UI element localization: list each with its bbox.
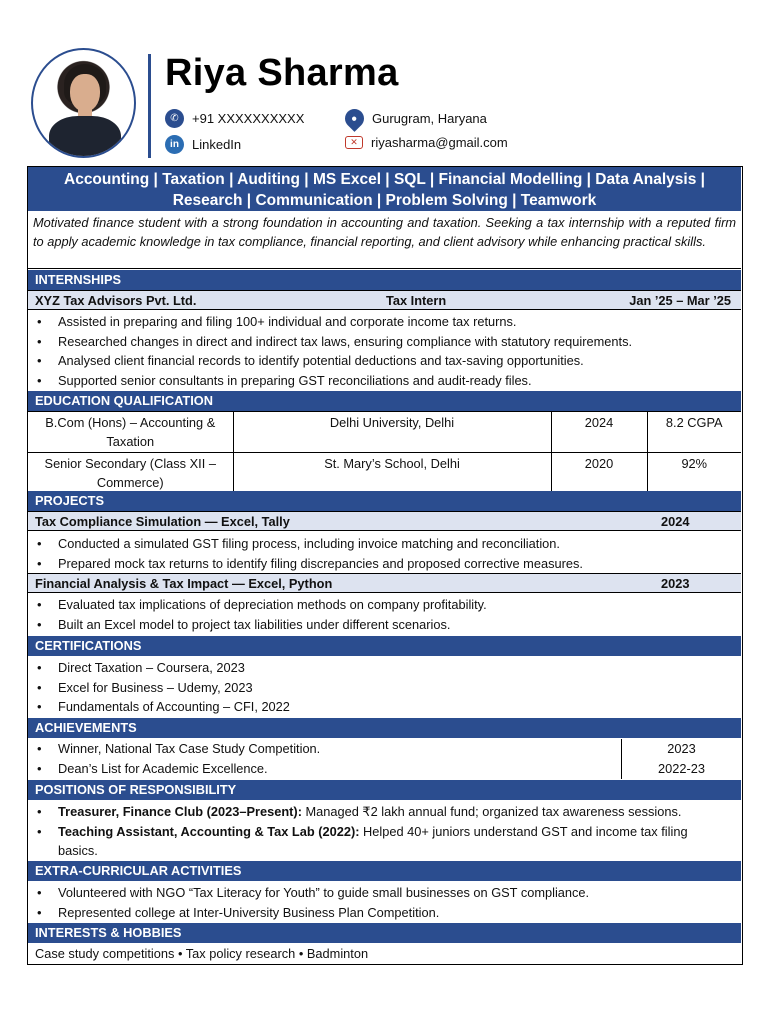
list-item: • Conducted a simulated GST filing process, including invoice matching and reconciliation. — [28, 534, 741, 554]
edu-score: 92% — [647, 453, 741, 494]
linkedin-link[interactable]: LinkedIn — [192, 137, 242, 152]
list-item: • Evaluated tax implications of depreciation methods on company profitability. — [28, 595, 741, 615]
project-title: Financial Analysis & Tax Impact — Excel, Python — [35, 576, 333, 591]
list-item: • Winner, National Tax Case Study Competition. — [28, 739, 621, 759]
section-heading-extracurricular: EXTRA-CURRICULAR ACTIVITIES — [28, 861, 741, 881]
email-link[interactable]: riyasharma@gmail.com — [371, 135, 508, 150]
internship-dates: Jan ’25 – Mar ’25 — [629, 293, 731, 308]
email-contact[interactable] — [345, 135, 508, 150]
list-item: • Excel for Business – Udemy, 2023 — [28, 678, 741, 698]
edu-score: 8.2 CGPA — [647, 412, 741, 453]
achievement-years — [621, 739, 741, 779]
list-item: • Treasurer, Finance Club (2023–Present): Managed ₹2 lakh annual fund; organized tax awareness sessions. — [28, 802, 741, 822]
header-divider — [148, 54, 151, 158]
section-heading-positions: POSITIONS OF RESPONSIBILITY — [28, 780, 741, 800]
phone-icon: ✆ — [165, 109, 184, 128]
mail-icon: ✕ — [345, 136, 363, 149]
list-item: • Fundamentals of Accounting – CFI, 2022 — [28, 697, 741, 717]
edu-year: 2020 — [551, 453, 647, 494]
skills-line-1: Accounting | Taxation | Auditing | MS Excel | SQL | Financial Modelling | Data Analysis | — [64, 171, 705, 188]
section-heading-certifications: CERTIFICATIONS — [28, 636, 741, 656]
profile-photo — [31, 48, 136, 158]
table-row — [28, 453, 741, 494]
internship-header-row — [28, 290, 741, 310]
project-year: 2023 — [661, 576, 690, 591]
achievement-year: 2023 — [667, 741, 696, 756]
project-header-row — [28, 511, 741, 531]
list-item: • Researched changes in direct and indirect tax laws, ensuring compliance with statutory requirements. — [28, 332, 741, 352]
career-summary: Motivated finance student with a strong foundation in accounting and taxation. Seeking a tax internship with a reputed firm to apply academic knowledge in tax compliance, financial reporting, and client advisory while enhancing practical skills. — [28, 211, 741, 269]
skills-banner — [28, 167, 741, 211]
edu-degree: Senior Secondary (Class XII – Commerce) — [28, 453, 233, 494]
list-item: • Volunteered with NGO “Tax Literacy for Youth” to guide small businesses on GST compliance. — [28, 883, 741, 903]
section-heading-achievements: ACHIEVEMENTS — [28, 718, 741, 738]
skills-line-2: Research | Communication | Problem Solving | Teamwork — [172, 192, 597, 209]
linkedin-contact[interactable] — [165, 135, 241, 154]
edu-year: 2024 — [551, 412, 647, 453]
list-item: • Prepared mock tax returns to identify filing discrepancies and proposed corrective measures. — [28, 554, 741, 574]
phone-contact — [165, 109, 304, 128]
positions-list — [28, 802, 741, 861]
project-title: Tax Compliance Simulation — Excel, Tally — [35, 514, 290, 529]
edu-institution: St. Mary’s School, Delhi — [233, 453, 551, 494]
achievement-year: 2022-23 — [658, 760, 705, 776]
resume-body — [27, 166, 743, 965]
list-item: • Built an Excel model to project tax liabilities under different scenarios. — [28, 615, 741, 635]
list-item: • Represented college at Inter-University Business Plan Competition. — [28, 903, 741, 923]
list-item: • Analysed client financial records to identify potential deductions and tax-saving opportunities. — [28, 351, 741, 371]
list-item: • Dean’s List for Academic Excellence. — [28, 759, 621, 779]
location-pin-icon: ● — [341, 105, 368, 132]
table-row — [28, 412, 741, 453]
project-bullets — [28, 534, 741, 573]
education-table — [28, 411, 741, 494]
linkedin-icon: in — [165, 135, 184, 154]
achievement-list — [28, 739, 621, 778]
edu-degree: B.Com (Hons) – Accounting & Taxation — [28, 412, 233, 453]
resume-header — [0, 0, 769, 164]
list-item: • Assisted in preparing and filing 100+ individual and corporate income tax returns. — [28, 312, 741, 332]
section-heading-education: EDUCATION QUALIFICATION — [28, 391, 741, 411]
section-heading-interests: INTERESTS & HOBBIES — [28, 923, 741, 943]
phone-number: +91 XXXXXXXXXX — [192, 111, 305, 126]
internship-role: Tax Intern — [386, 293, 447, 308]
list-item: • Supported senior consultants in preparing GST reconciliations and audit-ready files. — [28, 371, 741, 391]
list-item: • Teaching Assistant, Accounting & Tax Lab (2022): Helped 40+ juniors understand GST and income tax filing basics. — [28, 822, 741, 861]
edu-institution: Delhi University, Delhi — [233, 412, 551, 453]
interests-text: Case study competitions • Tax policy research • Badminton — [35, 946, 369, 961]
project-year: 2024 — [661, 514, 690, 529]
project-bullets — [28, 595, 741, 634]
internship-company: XYZ Tax Advisors Pvt. Ltd. — [35, 293, 197, 308]
location-text: Gurugram, Haryana — [372, 111, 487, 126]
location-contact — [345, 109, 487, 128]
section-heading-internships: INTERNSHIPS — [28, 270, 741, 290]
internship-bullets — [28, 312, 741, 391]
section-heading-projects: PROJECTS — [28, 491, 741, 511]
extracurricular-list — [28, 883, 741, 922]
list-item: • Direct Taxation – Coursera, 2023 — [28, 658, 741, 678]
candidate-name: Riya Sharma — [165, 52, 399, 94]
certification-list — [28, 658, 741, 717]
project-header-row — [28, 573, 741, 593]
